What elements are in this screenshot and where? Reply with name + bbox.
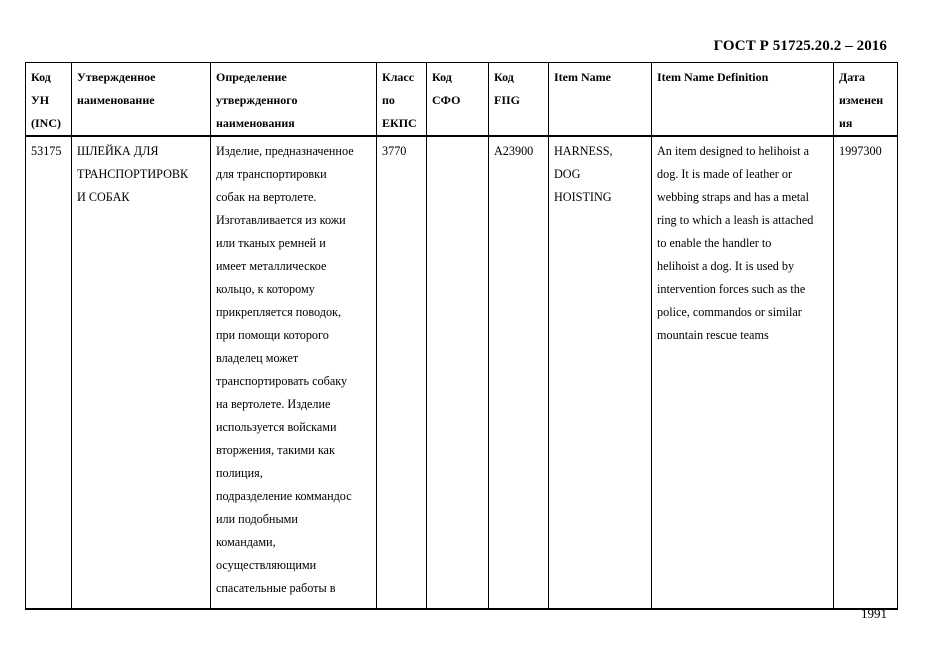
page-number: 1991 xyxy=(861,606,887,621)
col-header-change-date: Дата изменен ия xyxy=(834,63,898,137)
col-header-definition: Определение утвержденного наименования xyxy=(211,63,377,137)
document-header: ГОСТ Р 51725.20.2 – 2016 xyxy=(713,38,887,54)
classification-table xyxy=(25,62,898,610)
col-header-item-definition: Item Name Definition xyxy=(652,63,834,137)
col-header-inc: Код УН (INC) xyxy=(26,63,72,137)
cell-ekps-class: 3770 xyxy=(377,136,427,609)
col-header-sfo-code: Код СФО xyxy=(427,63,489,137)
cell-item-name: HARNESS, DOG HOISTING xyxy=(549,136,652,609)
col-header-fiig-code: Код FIIG xyxy=(489,63,549,137)
cell-inc: 53175 xyxy=(26,136,72,609)
col-header-approved-name: Утвержденное наименование xyxy=(72,63,211,137)
cell-definition: Изделие, предназначенное для транспортировки собак на вертолете. Изготавливается из кожи или тканых ремней и имеет металлическое кольцо, к которому прикрепляется поводок, при помощи которого владелец может транспортировать собаку на вертолете. Изделие используется войсками вторжения, такими как полиция, подразделение коммандос или подобными командами, осуществляющими спасательные работы в xyxy=(211,136,377,609)
col-header-item-name: Item Name xyxy=(549,63,652,137)
cell-item-definition: An item designed to helihoist a dog. It is made of leather or webbing straps and has a metal ring to which a leash is attached to enable the handler to helihoist a dog. It is used by intervention forces such as the police, commandos or similar mountain rescue teams xyxy=(652,136,834,609)
cell-approved-name: ШЛЕЙКА ДЛЯ ТРАНСПОРТИРОВК И СОБАК xyxy=(72,136,211,609)
cell-fiig-code: A23900 xyxy=(489,136,549,609)
col-header-ekps-class: Класс по ЕКПС xyxy=(377,63,427,137)
table-header-row xyxy=(26,63,898,137)
table-row xyxy=(26,136,898,609)
cell-sfo-code xyxy=(427,136,489,609)
cell-change-date: 1997300 xyxy=(834,136,898,609)
